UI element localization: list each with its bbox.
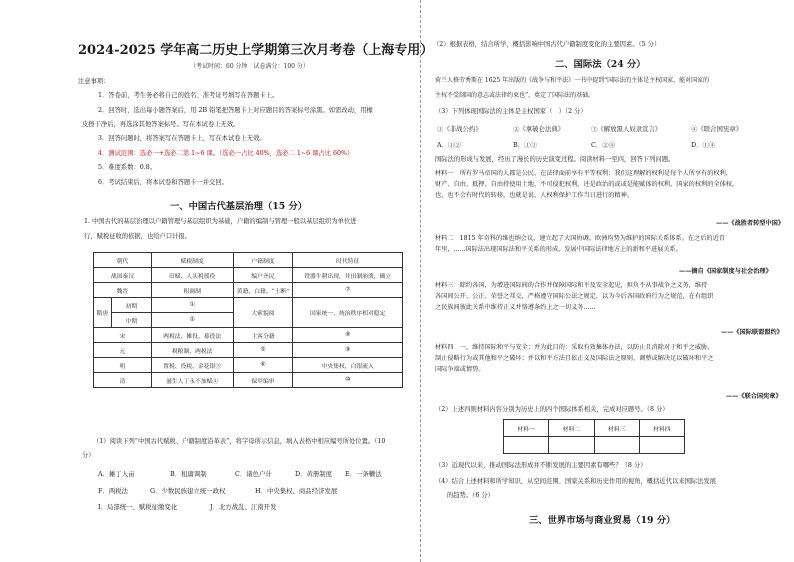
q3-answer-a: A．①② bbox=[437, 141, 461, 149]
table-row bbox=[94, 328, 403, 343]
q1-intro-2: 行，赋税征收的依据，也给户口计报。 bbox=[84, 233, 192, 240]
option-f: F．两税法 bbox=[98, 487, 128, 495]
q1-intro-1: 1. 中国古代的基层治理以户籍管理与基层组织为基础，户籍的编制与管理一般以基层组织为单位进 bbox=[84, 218, 357, 225]
option-b: B．租庸调制 bbox=[170, 470, 207, 478]
table-cell: 编户齐民 bbox=[233, 268, 293, 283]
table-row bbox=[94, 298, 403, 313]
table-cell: 保甲编审 bbox=[233, 373, 293, 388]
table-cell: 置税、役税、金花银③ bbox=[151, 358, 233, 373]
notice-line-6: 5．难度系数：0.8。 bbox=[98, 164, 157, 171]
q2: （2）根据表格，结合所学，概括影响中国古代户籍制度变化的主要因素。（5 分） bbox=[433, 41, 661, 48]
table-cell: 田赋、人头税徭役 bbox=[151, 268, 233, 283]
table-header-row bbox=[94, 253, 403, 268]
table-cell bbox=[504, 437, 549, 454]
material-3-source: ——《国际联盟盟约》 bbox=[721, 329, 783, 336]
material-2 bbox=[435, 233, 725, 255]
notice-line-2: 2．回答时，选出每小题答案后，用 2B 铅笔把答题卡上对应题目的答案标号涂黑。如需改动，用橡 bbox=[98, 107, 373, 114]
material-line: 材料一 所有罗马帝国的人都是公民，在法律面前享有平等权利；我们这理解的权利是每个人所享有的权利， bbox=[435, 170, 732, 177]
table-row bbox=[94, 283, 403, 298]
notice-line-5: 4．测试范围：选必一+选必二第 1~6 课。（选必一占比 40%，选必二 1~6 课占比 60%） bbox=[98, 150, 354, 157]
table-cell: 国家统一、统治秩序相对稳定 bbox=[293, 298, 403, 328]
material-3 bbox=[435, 280, 713, 313]
table-cell: 材料四 bbox=[639, 420, 684, 437]
table-cell: 滋生人丁永不加赋④ bbox=[151, 373, 233, 388]
table-header: 时代特征 bbox=[293, 253, 403, 268]
table-cell: 宋 bbox=[94, 328, 152, 343]
table-row bbox=[94, 268, 403, 283]
evolution-line: 国际法的形成与发展，经历了漫长的历史演变过程。阅读材料一至四，回答下列问题。 bbox=[435, 156, 675, 163]
option-j: J．北方战乱、江南开发 bbox=[210, 503, 277, 511]
sub-question-1-b: 分） bbox=[82, 452, 95, 459]
table-cell: ⑤ bbox=[233, 343, 293, 358]
table-cell: ⑦ bbox=[293, 283, 403, 298]
table-cell: ① bbox=[151, 298, 233, 313]
material-4 bbox=[435, 342, 713, 375]
table-cell: 黄籍、白籍、“土断” bbox=[233, 283, 293, 298]
exam-info: （考试时间：60 分钟 试卷满分：100 分） bbox=[190, 63, 309, 70]
table-cell: ⑨ bbox=[293, 343, 403, 358]
option-h: H．中央集权、商品经济发展 bbox=[255, 487, 338, 495]
table-cell bbox=[594, 437, 639, 454]
table-cell-sui-tang: 隋唐 bbox=[94, 298, 112, 328]
table-cell: ⑥ bbox=[233, 358, 293, 373]
table-cell: 税粮制、两税法 bbox=[151, 343, 233, 358]
table-cell bbox=[639, 437, 684, 454]
q3-item-2: ②《拿破仑法典》 bbox=[513, 125, 565, 133]
notice-line-7: 6．考试结束后，将本试卷和答题卡一并交回。 bbox=[98, 179, 228, 186]
section-1-title: 一、中国古代基层治理（15 分） bbox=[170, 201, 308, 212]
q3-question: （3）下列体现国际法的主体是主权国家（ ）（2 分） bbox=[435, 108, 587, 115]
option-c: C．诸色户计 bbox=[235, 470, 272, 478]
table-header: 朝代 bbox=[94, 253, 152, 268]
q6-line-2: 的趋势。（6 分） bbox=[447, 492, 494, 499]
sub-question-1-a: （1）阅读下列“中国古代赋税、户籍制度沿革表”，将字母所示信息，填入表格中相应编号所处位置。（10 bbox=[93, 438, 386, 445]
table-cell: 主客分籍 bbox=[233, 328, 293, 343]
table-cell: 材料三 bbox=[594, 420, 639, 437]
material-line: 制止侵略行为或其他和平之破坏；并以和平方法且依正义及国际法之原则，调整或解决足以破坏和平之 bbox=[435, 355, 714, 362]
table-cell: 铁器牛耕出现，井田制崩溃，确立 bbox=[293, 268, 403, 283]
material-line: 国际争端或情势。 bbox=[435, 366, 485, 373]
table-row bbox=[504, 420, 685, 437]
material-line: 各国间公开、公正、荣誉之邦交，严格遵守国际公法之规定，以为今后各国政府行为之规范，在有组织 bbox=[435, 293, 714, 300]
table-cell: 中央集权、白银流入 bbox=[293, 358, 403, 373]
q3-item-3: ③《解放黑人奴隶宣言》 bbox=[591, 125, 662, 133]
material-line: 年里，......国际法出现国际法和平关系的形成、发展中国际法律地方上的新和平进展关系。 bbox=[435, 246, 682, 253]
table-row bbox=[94, 358, 403, 373]
right-page bbox=[420, 0, 794, 562]
q3-answer-b: B．①③ bbox=[513, 141, 537, 149]
option-d: D．黄册制度 bbox=[295, 470, 333, 478]
notice-heading: 注意事项： bbox=[78, 78, 110, 85]
material-line: 材料三 除约各国，为增进国际间的合作并保障国际和平及安全起见，担负不从事战争之义务，维持 bbox=[435, 282, 708, 289]
material-1 bbox=[435, 168, 738, 201]
exam-title: 2024-2025 学年高二历史上学期第三次月考卷（上海专用） bbox=[78, 43, 434, 58]
q3-item-1: ①《非战公约》 bbox=[437, 125, 482, 133]
notice-line-1: 1．答卷前，考生务必将自己的姓名、准考证号填写在答题卡上。 bbox=[98, 92, 279, 99]
option-a: A．摊丁入亩 bbox=[98, 470, 135, 478]
table-header: 赋税制度 bbox=[151, 253, 233, 268]
option-e: E．一条鞭法 bbox=[345, 470, 382, 478]
table-cell: 租调制 bbox=[151, 283, 233, 298]
table-row bbox=[504, 437, 685, 454]
table-cell: 初期 bbox=[111, 298, 151, 313]
table-cell: 中期 bbox=[111, 313, 151, 328]
section-3-title: 三、世界市场与商业贸易（19 分） bbox=[529, 515, 676, 526]
table-cell: 明 bbox=[94, 358, 152, 373]
material-line: 材料四 一，维持国际和平与安全；并为此目的：采取有效集体办法，以防止且消除对于和平之威胁， bbox=[435, 344, 714, 351]
table-row bbox=[94, 373, 403, 388]
notice-line-4: 3．回答问题时，将答案写在答题卡上，写在本试卷上无效。 bbox=[98, 135, 266, 142]
intro-line-1: 荷兰人格劳秀斯在 1625 年出版的《战争与和平法》一书中提到“国际法的主体是主权国家，能对国家的 bbox=[435, 77, 710, 84]
table-cell: 大索貌阅 bbox=[233, 298, 293, 328]
q3-answer-d: D．①④ bbox=[691, 141, 716, 149]
material-line: 之民族间彼此关系中维持正义并恪遵条约上之一切义务...... bbox=[435, 304, 596, 311]
option-g: G．少数民族建立统一政权 bbox=[150, 487, 226, 495]
table-cell: 材料二 bbox=[549, 420, 594, 437]
material-2-source: ——摘自《国家制度与社会治理》 bbox=[679, 268, 772, 275]
option-i: I．局部统一、赋税征缴变化 bbox=[98, 503, 178, 511]
section-2-title: 二、国际法（24 分） bbox=[555, 59, 646, 70]
material-line: 也，也不会有时代的转移，也就是说，人权利保护工作当日进行的精神。 bbox=[435, 192, 633, 199]
intro-line-2: 主权不受制国的意志或法律约束也”，奠定了国际法的基础。 bbox=[435, 92, 595, 99]
table-row bbox=[94, 343, 403, 358]
material-line: 财产、自由、抵押、自由持使用土地，不可侵犯权利，还是政治的或或是能赋体的权利，国家的权利的全体权。 bbox=[435, 181, 739, 188]
q4: （2）上述四则材料内容分别为历史上的四个国际体系相关，完成对应题号。（8 分） bbox=[435, 406, 669, 413]
material-match-table bbox=[503, 419, 685, 454]
table-cell bbox=[549, 437, 594, 454]
table-cell: ⑩ bbox=[293, 373, 403, 388]
q3-item-4: ④《联合国宪章》 bbox=[691, 125, 743, 133]
notice-line-3: 皮擦干净后，再选涂其他答案标号。写在本试卷上无效。 bbox=[82, 121, 240, 128]
table-cell: ⑧ bbox=[293, 328, 403, 343]
material-1-source: ——《战胜者转型中国》 bbox=[716, 220, 785, 227]
dynasty-table bbox=[93, 252, 403, 388]
table-header: 户籍制度 bbox=[233, 253, 293, 268]
material-4-source: ——《联合国宪章》 bbox=[726, 393, 782, 400]
table-cell: 材料一 bbox=[504, 420, 549, 437]
table-cell: 元 bbox=[94, 343, 152, 358]
q6-line-1: （4）结合上述材料和所学知识，从空间范围、国家关系和历史作用的视角，概括近代以来国际法发展 bbox=[435, 478, 717, 485]
q5: （3）近现代以来，推动国际法形成并不断发展的主要因素有哪些？（8 分） bbox=[435, 462, 647, 469]
table-cell: 魏晋 bbox=[94, 283, 152, 298]
q3-answer-c: C．②④ bbox=[591, 141, 616, 149]
material-line: 材料二 1815 年奇科的维也纳会议，建立起了大国协调。欧洲均势为维护的国际关系体系。在之后的近百 bbox=[435, 235, 725, 242]
table-cell: 战国秦汉 bbox=[94, 268, 152, 283]
table-cell: 两税法、摊役、募役法 bbox=[151, 328, 233, 343]
table-cell: ② bbox=[151, 313, 233, 328]
table-cell: 清 bbox=[94, 373, 152, 388]
